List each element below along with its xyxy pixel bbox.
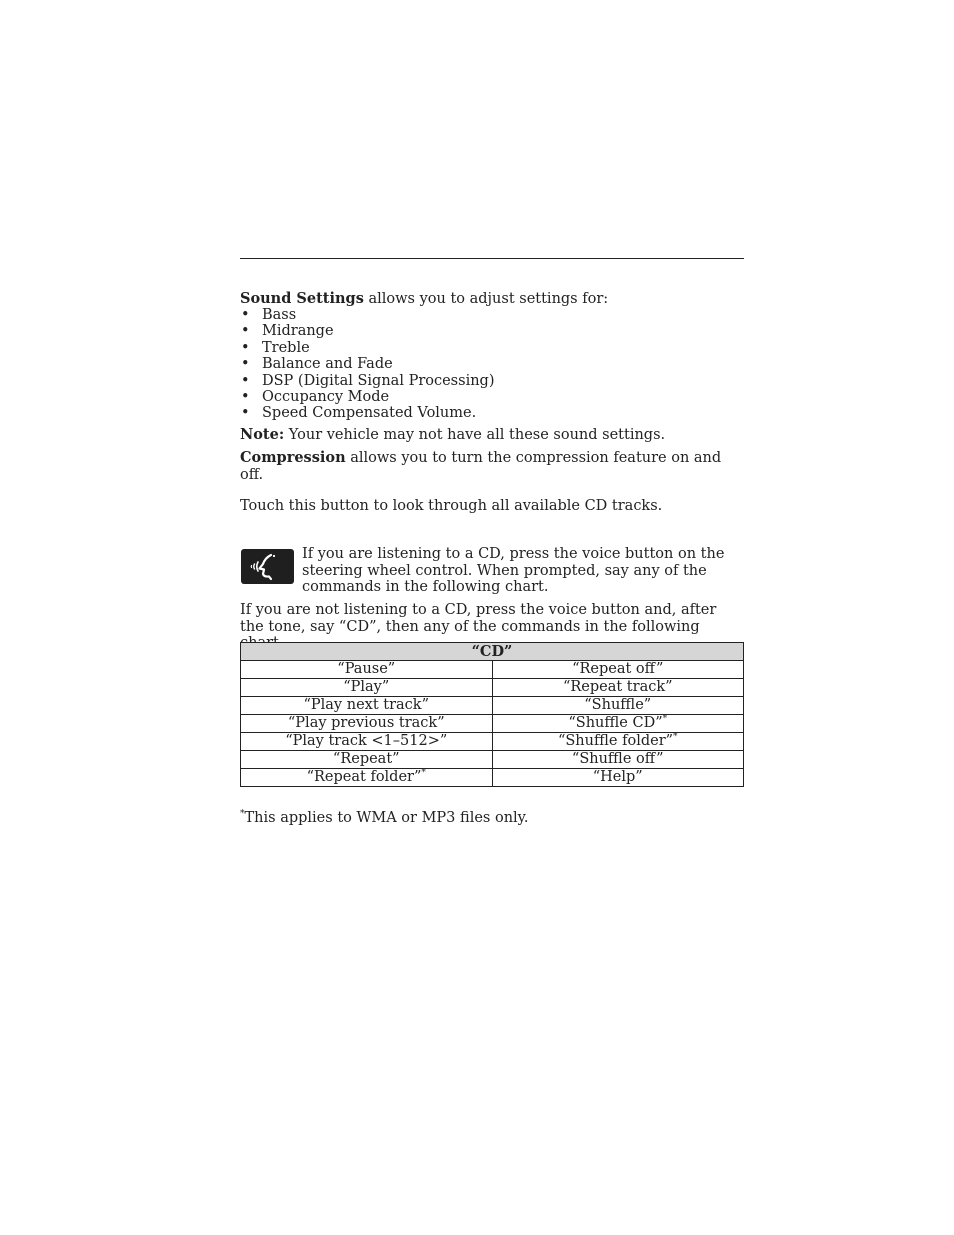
table-cell: “Shuffle CD”* [492, 715, 744, 733]
table-header: “CD” [241, 643, 744, 661]
list-item: • Speed Compensated Volume. [240, 405, 494, 421]
table-row [241, 661, 744, 679]
header-rule [240, 258, 744, 259]
list-item: • Balance and Fade [240, 356, 494, 372]
table-cell: “Play next track” [241, 697, 493, 715]
compression-label: Compression [240, 449, 346, 466]
sound-settings-list [240, 307, 494, 422]
list-item: • Occupancy Mode [240, 389, 494, 405]
footnote-mark: * [240, 809, 245, 819]
table-cell: “Pause” [241, 661, 493, 679]
footnote: *This applies to WMA or MP3 files only. [240, 809, 529, 826]
table-cell: “Repeat folder”* [241, 769, 493, 787]
voice-button-icon [241, 549, 294, 584]
not-listening-paragraph: If you are not listening to a CD, press the voice button and, after the tone, say “CD”, then any of the commands in the following [240, 602, 717, 635]
voice-button-icon-glyph [241, 549, 294, 584]
table-cell: “Help” [492, 769, 744, 787]
list-item: • Midrange [240, 323, 494, 339]
table-row [241, 769, 744, 787]
table-row [241, 715, 744, 733]
table-cell: “Shuffle off” [492, 751, 744, 769]
table-cell: “Play track <1–512>” [241, 733, 493, 751]
list-item: • Treble [240, 340, 494, 356]
compression-paragraph: Compression allows you to turn the compression feature on and off. [240, 449, 722, 483]
list-item: • DSP (Digital Signal Processing) [240, 373, 494, 389]
table-cell: “Repeat track” [492, 679, 744, 697]
table-row [241, 733, 744, 751]
note-label: Note: [240, 426, 285, 443]
table-header-row [241, 643, 744, 661]
sound-settings-intro: Sound Settings allows you to adjust settings for: [240, 290, 609, 307]
table-cell: “Play” [241, 679, 493, 697]
voice-paragraph: If you are listening to a CD, press the voice button on the steering wheel control. When prompted, say any of the commands in the following chart. [302, 546, 725, 595]
table-row [241, 697, 744, 715]
note-paragraph: Note: Your vehicle may not have all these sound settings. [240, 426, 666, 443]
table-cell: “Shuffle” [492, 697, 744, 715]
tracks-paragraph: Touch this button to look through all available CD tracks. [240, 498, 663, 514]
table-cell: “Repeat off” [492, 661, 744, 679]
table-row [241, 679, 744, 697]
list-item: • Bass [240, 307, 494, 323]
sound-settings-title: Sound Settings [240, 290, 364, 307]
table-row [241, 751, 744, 769]
table-cell: “Play previous track” [241, 715, 493, 733]
cd-commands-table [240, 642, 744, 787]
table-cell: “Repeat” [241, 751, 493, 769]
table-cell: “Shuffle folder”* [492, 733, 744, 751]
